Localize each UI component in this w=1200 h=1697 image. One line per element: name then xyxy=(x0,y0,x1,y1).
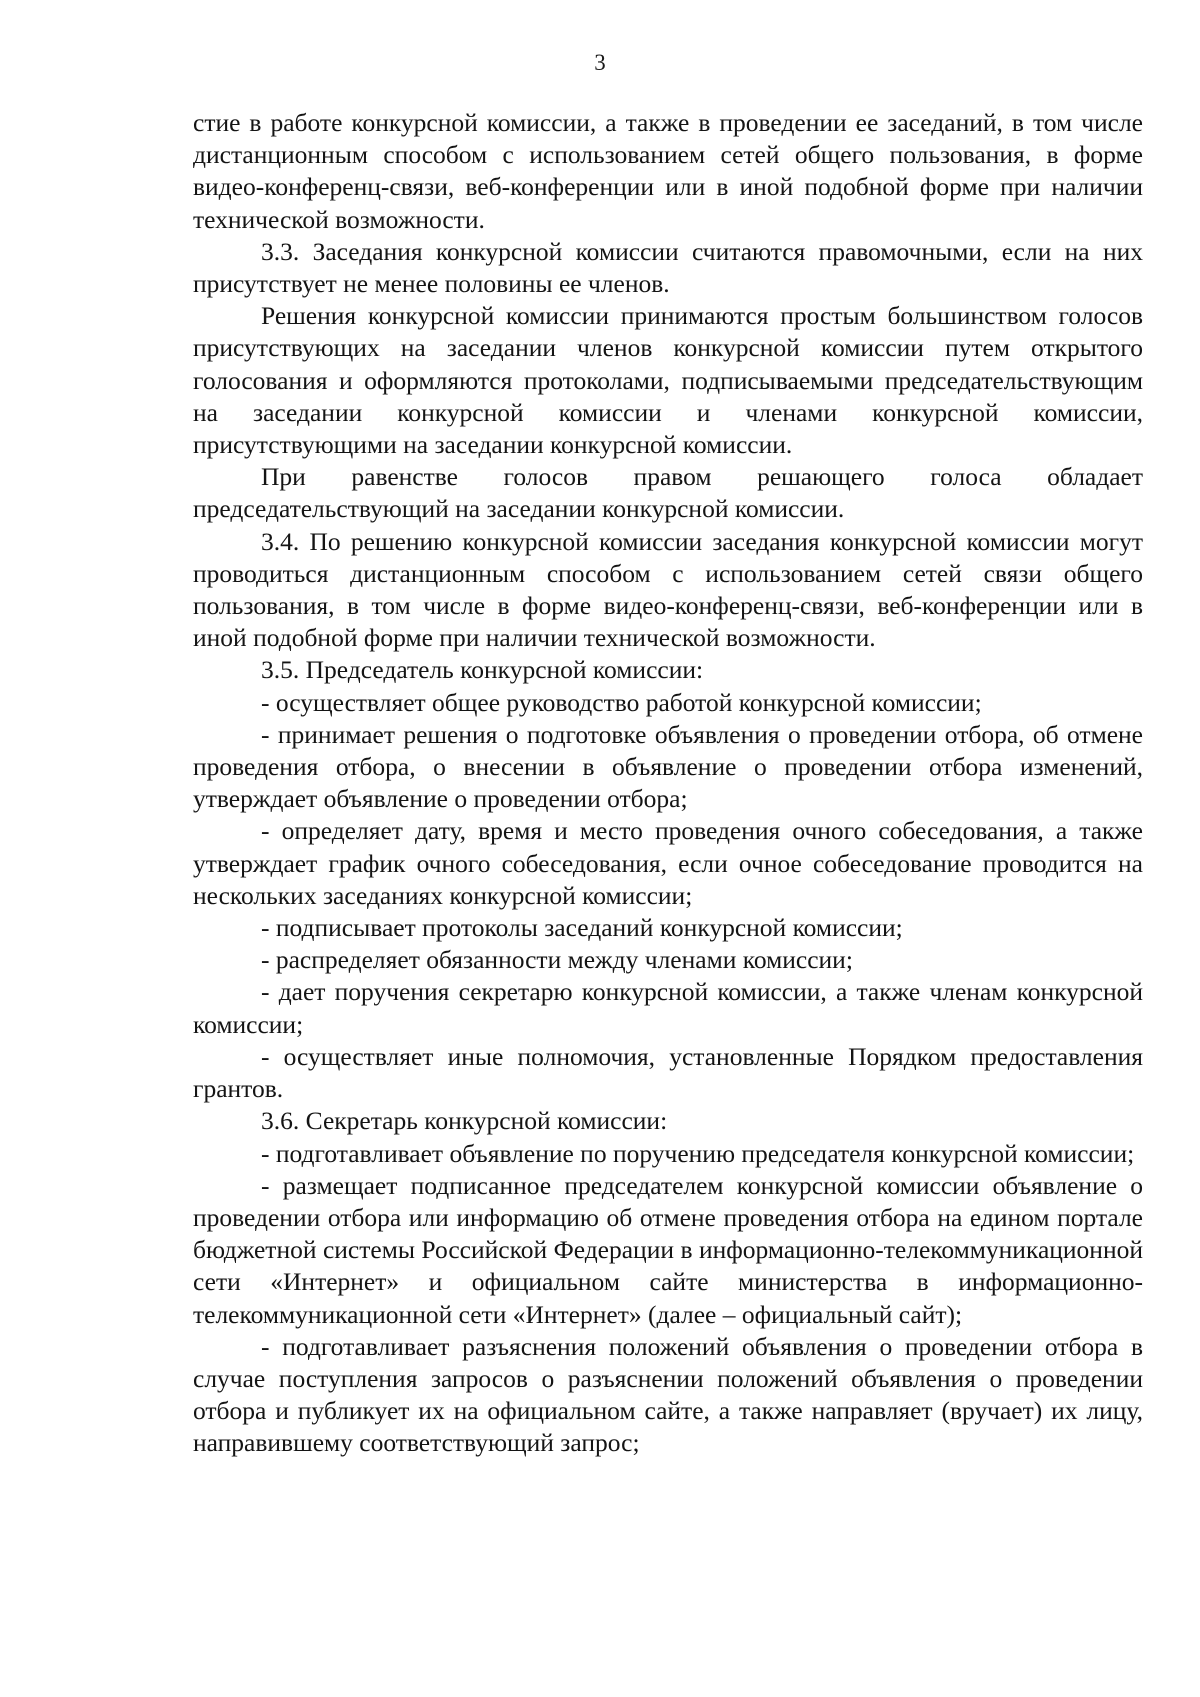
document-body xyxy=(193,107,1143,1460)
paragraph: 3.5. Председатель конкурсной комиссии: xyxy=(261,655,704,685)
list-item: - осуществляет общее руководство работой конкурсной комиссии; xyxy=(261,687,982,717)
list-item: - определяет дату, время и место проведения очного собеседования, а также утверждает график очного собеседования, если очное собеседование проводится на нескольких заседаниях конкурсной комиссии; xyxy=(193,816,1143,910)
paragraph: При равенстве голосов правом решающего голоса обладает председательствующий на заседании конкурсной комиссии. xyxy=(193,462,1143,524)
paragraph: 3.6. Секретарь конкурсной комиссии: xyxy=(261,1106,668,1136)
list-item: - подготавливает объявление по поручению председателя конкурсной комиссии; xyxy=(261,1138,1135,1168)
list-item: - принимает решения о подготовке объявления о проведении отбора, об отмене проведения отбора, о внесении в объявление о проведении отбора изменений, утверждает объявление о проведении отбора; xyxy=(193,719,1143,814)
paragraph: Решения конкурсной комиссии принимаются простым большинством голосов присутствующих на заседании членов конкурсной комиссии путем открытого голосования и оформляются протоколами, подписываемыми председательствующим на заседании конкурсной комиссии и членами конкурсной комиссии, присутствующими на заседании конкурсной комиссии. xyxy=(193,301,1143,460)
paragraph: стие в работе конкурсной комиссии, а также в проведении ее заседаний, в том числе дистанционным способом с использованием сетей общего пользования, в форме видео-конференц-связи, веб-конференции или в иной подобной форме при наличии технической возможности. xyxy=(193,108,1143,234)
list-item: - размещает подписанное председателем конкурсной комиссии объявление о проведении отбора или информацию об отмене проведения отбора на едином портале бюджетной системы Российской Федерации в информационно-телекоммуникационной сети «Интернет» и официальном сайте министерства в информационно-телекоммуникационной сети «Интернет» (далее – официальный сайт); xyxy=(193,1170,1143,1329)
list-item: - осуществляет иные полномочия, установленные Порядком предоставления грантов. xyxy=(193,1041,1143,1104)
list-item: - подписывает протоколы заседаний конкурсной комиссии; xyxy=(261,913,903,943)
page-number: 3 xyxy=(594,50,606,75)
list-item: - подготавливает разъяснения положений объявления о проведении отбора в случае поступления запросов о разъяснении положений объявления о проведении отбора и публикует их на официальном сайте, а также направляет (вручает) их лицу, направившему соответствующий запрос; xyxy=(193,1331,1143,1458)
list-item: - распределяет обязанности между членами комиссии; xyxy=(261,945,853,975)
paragraph: 3.3. Заседания конкурсной комиссии считаются правомочными, если на них присутствует не менее половины ее членов. xyxy=(193,236,1143,299)
paragraph: 3.4. По решению конкурсной комиссии заседания конкурсной комиссии могут проводиться дистанционным способом с использованием сетей связи общего пользования, в том числе в форме видео-конференц-связи, веб-конференции или в иной подобной форме при наличии технической возможности. xyxy=(193,526,1143,653)
list-item: - дает поручения секретарю конкурсной комиссии, а также членам конкурсной комиссии; xyxy=(193,977,1143,1039)
